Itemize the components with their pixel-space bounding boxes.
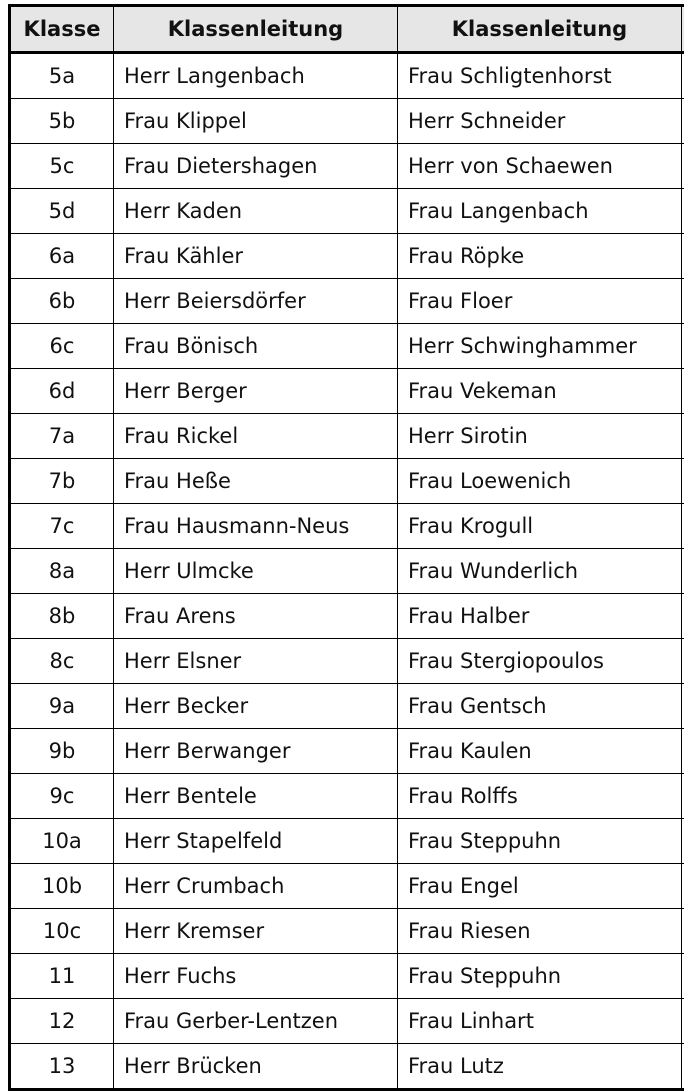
header-klassenleitung-1: Klassenleitung [114, 6, 398, 53]
klassenleitung-1-cell: Herr Elsner [114, 639, 398, 684]
table-row [10, 549, 684, 594]
klasse-cell: 6b [10, 279, 114, 324]
header-row [10, 6, 684, 53]
table-header [10, 6, 684, 53]
klassenleitung-2-cell: Frau Vekeman [398, 369, 682, 414]
klasse-cell: 7b [10, 459, 114, 504]
klasse-cell: 5c [10, 144, 114, 189]
table-row [10, 684, 684, 729]
klasse-cell: 5b [10, 99, 114, 144]
klassenleitung-1-cell: Herr Kaden [114, 189, 398, 234]
table-row [10, 53, 684, 99]
klassenleitung-1-cell: Frau Arens [114, 594, 398, 639]
klasse-cell: 13 [10, 1044, 114, 1090]
klassenleitung-1-cell: Herr Fuchs [114, 954, 398, 999]
klasse-cell: 5d [10, 189, 114, 234]
klassenleitung-2-cell: Frau Floer [398, 279, 682, 324]
klassenleitung-2-cell: Frau Riesen [398, 909, 682, 954]
table-row [10, 594, 684, 639]
klasse-cell: 9a [10, 684, 114, 729]
table-row [10, 1044, 684, 1090]
klassenleitung-1-cell: Herr Ulmcke [114, 549, 398, 594]
klassenleitung-2-cell: Frau Stergiopoulos [398, 639, 682, 684]
klasse-cell: 7c [10, 504, 114, 549]
klasse-cell: 7a [10, 414, 114, 459]
header-klassenleitung-2: Klassenleitung [398, 6, 682, 53]
klassenleitung-1-cell: Frau Kähler [114, 234, 398, 279]
klassenleitung-2-cell: Herr von Schaewen [398, 144, 682, 189]
klassenleitung-2-cell: Frau Gentsch [398, 684, 682, 729]
klassenleitung-1-cell: Herr Becker [114, 684, 398, 729]
table-row [10, 99, 684, 144]
table-row [10, 414, 684, 459]
table-row [10, 234, 684, 279]
klasse-cell: 6d [10, 369, 114, 414]
klassenleitung-2-cell: Frau Röpke [398, 234, 682, 279]
klasse-cell: 10c [10, 909, 114, 954]
klassenleitung-2-cell: Herr Schneider [398, 99, 682, 144]
klassenleitung-2-cell: Frau Engel [398, 864, 682, 909]
klasse-cell: 9b [10, 729, 114, 774]
table-row [10, 324, 684, 369]
klasse-cell: 8c [10, 639, 114, 684]
table-row [10, 954, 684, 999]
klasse-cell: 11 [10, 954, 114, 999]
klasse-cell: 10a [10, 819, 114, 864]
klassenleitung-2-cell: Frau Steppuhn [398, 819, 682, 864]
header-klasse: Klasse [10, 6, 114, 53]
table-row [10, 774, 684, 819]
klassenleitung-1-cell: Frau Rickel [114, 414, 398, 459]
klassenleitung-2-cell: Frau Loewenich [398, 459, 682, 504]
table-row [10, 459, 684, 504]
klassenleitung-1-cell: Herr Stapelfeld [114, 819, 398, 864]
klassenleitung-1-cell: Frau Dietershagen [114, 144, 398, 189]
klassenleitung-1-cell: Frau Gerber-Lentzen [114, 999, 398, 1044]
klasse-cell: 6c [10, 324, 114, 369]
klassenleitung-1-cell: Herr Beiersdörfer [114, 279, 398, 324]
klassenleitung-1-cell: Herr Berger [114, 369, 398, 414]
klasse-cell: 8a [10, 549, 114, 594]
klassenleitung-2-cell: Frau Linhart [398, 999, 682, 1044]
table-body [10, 53, 684, 1090]
klassenleitung-1-cell: Herr Brücken [114, 1044, 398, 1090]
klassenleitung-1-cell: Herr Berwanger [114, 729, 398, 774]
klasse-cell: 12 [10, 999, 114, 1044]
klassenleitung-1-cell: Herr Bentele [114, 774, 398, 819]
klassenleitung-1-cell: Herr Kremser [114, 909, 398, 954]
klassenleitung-2-cell: Frau Kaulen [398, 729, 682, 774]
table-row [10, 144, 684, 189]
table-row [10, 189, 684, 234]
klassenleitung-2-cell: Frau Schligtenhorst [398, 53, 682, 99]
table-row [10, 819, 684, 864]
klasse-cell: 6a [10, 234, 114, 279]
klassenleitung-1-cell: Frau Heße [114, 459, 398, 504]
table-row [10, 909, 684, 954]
klassenleitung-2-cell: Frau Halber [398, 594, 682, 639]
klassenleitung-2-cell: Frau Lutz [398, 1044, 682, 1090]
klassenleitung-1-cell: Herr Crumbach [114, 864, 398, 909]
klassenleitung-2-cell: Frau Wunderlich [398, 549, 682, 594]
klasse-cell: 5a [10, 53, 114, 99]
klassenleitung-1-cell: Frau Bönisch [114, 324, 398, 369]
table-row [10, 864, 684, 909]
klassenleitung-1-cell: Herr Langenbach [114, 53, 398, 99]
class-teacher-table [8, 4, 684, 1091]
klasse-cell: 8b [10, 594, 114, 639]
klassenleitung-2-cell: Frau Steppuhn [398, 954, 682, 999]
table-row [10, 639, 684, 684]
table-row [10, 999, 684, 1044]
klassenleitung-2-cell: Frau Rolffs [398, 774, 682, 819]
table-row [10, 729, 684, 774]
klasse-cell: 10b [10, 864, 114, 909]
klassenleitung-2-cell: Frau Krogull [398, 504, 682, 549]
klassenleitung-1-cell: Frau Klippel [114, 99, 398, 144]
table-row [10, 279, 684, 324]
table-row [10, 504, 684, 549]
table-row [10, 369, 684, 414]
klasse-cell: 9c [10, 774, 114, 819]
klassenleitung-1-cell: Frau Hausmann-Neus [114, 504, 398, 549]
klassenleitung-2-cell: Herr Sirotin [398, 414, 682, 459]
klassenleitung-2-cell: Frau Langenbach [398, 189, 682, 234]
klassenleitung-2-cell: Herr Schwinghammer [398, 324, 682, 369]
